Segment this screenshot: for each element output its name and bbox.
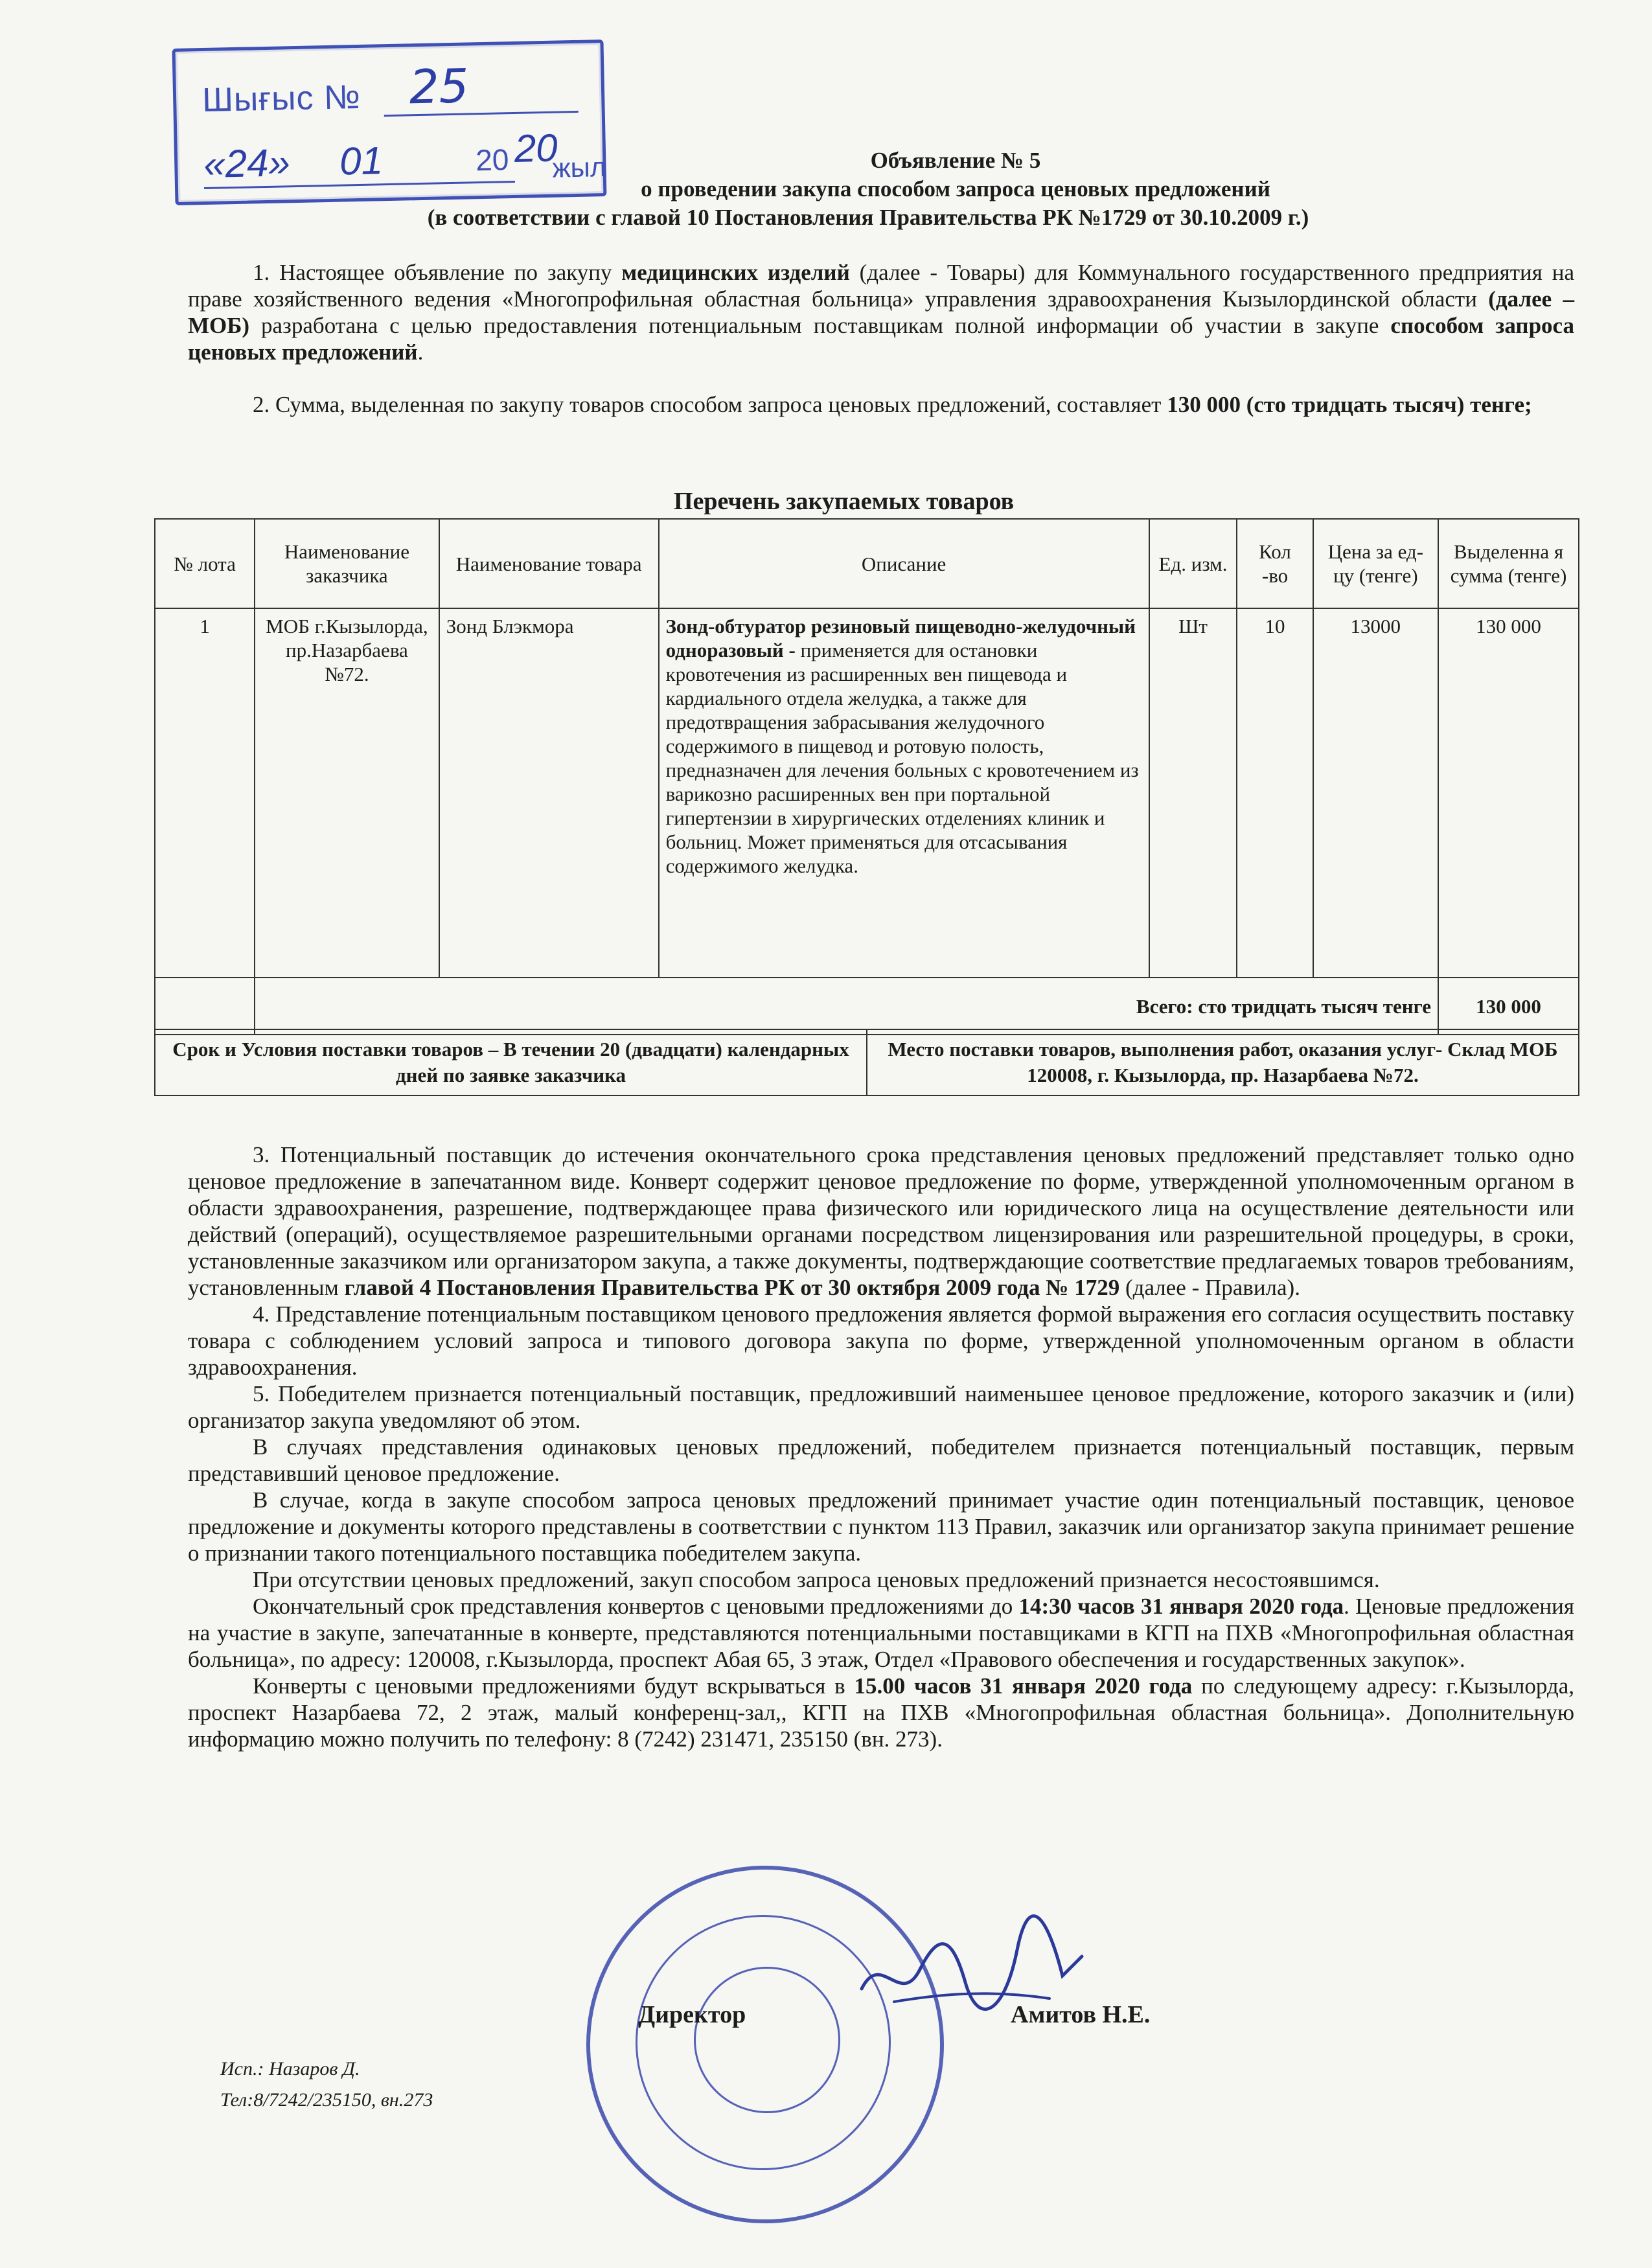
header-qty: Кол -во [1237, 519, 1313, 608]
cell-qty: 10 [1237, 608, 1313, 978]
p1-text-c: (далее - Товары) для Коммунального государственного предприятия на праве хозяйственного ведения «Многопрофильная областная больница» управления здравоохранения Кызылординской области [188, 260, 1575, 312]
table-total-row [155, 978, 1579, 1035]
total-label: Всего: сто тридцать тысяч тенге [255, 978, 1438, 1035]
header-sum: Выделенна я сумма (тенге) [1438, 519, 1579, 608]
p10-text-b: 15.00 часов 31 января 2020 года [854, 1673, 1193, 1699]
header-description: Описание [659, 519, 1149, 608]
p3-text-b: главой 4 Постановления Правительства РК от 30 октября 2009 года № 1729 [344, 1275, 1120, 1300]
paragraph-7: В случае, когда в закупе способом запроса ценовых предложений принимает участие один потенциальный поставщик, ценовое предложение и документы которого представлены в соответствии с пунктом 113 Правил, заказчик или организатор закупа принимает решение о признании такого потенциального поставщика победителем закупа. [188, 1487, 1574, 1566]
stamp-number: 25 [408, 58, 470, 115]
director-name: Амитов Н.Е. [1011, 2001, 1151, 2028]
p3-text-c: (далее - Правила). [1119, 1275, 1300, 1300]
p2-text-a: 2. Сумма, выделенная по закупу товаров способом запроса ценовых предложений, составляет [253, 392, 1167, 417]
stamp-year-prefix: 20 [475, 143, 509, 178]
cell-product: Зонд Блэкмора [439, 608, 659, 978]
title-line-2: о проведении закупа способом запроса ценовых предложений [641, 176, 1270, 201]
stamp-year-suffix: жыл [552, 152, 606, 183]
p1-text-g: . [417, 339, 424, 365]
p1-text-f: способом запроса ценовых предложений [188, 313, 1574, 365]
total-value: 130 000 [1438, 978, 1579, 1035]
stamp-day: «24» [203, 141, 291, 187]
executor-name: Исп.: Назаров Д. [220, 2058, 360, 2079]
delivery-terms: Срок и Условия поставки товаров – В течении 20 (двадцати) календарных дней по заявке заказчика [155, 1029, 867, 1095]
p10-text-c: по следующему адресу: г.Кызылорда, проспект Назарбаева 72, 2 этаж, малый конференц-зал,, КГП на ПХВ «Многопрофильная областная больница». Дополнительную информацию можно получить по телефону: 8 (7242) 231471, 235150 (вн. 273). [188, 1673, 1574, 1752]
title-line-3: (в соответствии с главой 10 Постановления Правительства РК №1729 от 30.10.2009 г.) [427, 205, 1309, 230]
body-section [188, 1141, 1574, 1752]
paragraph-8: При отсутствии ценовых предложений, закуп способом запроса ценовых предложений признается несостоявшимся. [253, 1567, 1380, 1592]
paragraph-1 [188, 259, 1574, 365]
total-empty-cell [155, 978, 255, 1035]
cell-customer: МОБ г.Кызылорда, пр.Назарбаева №72. [255, 608, 439, 978]
table-header-row [155, 519, 1579, 608]
cell-description [659, 608, 1149, 978]
document-title [259, 146, 1477, 232]
p2-text-b: 130 000 (сто тридцать тысяч) тенге; [1167, 392, 1532, 417]
header-lot: № лота [155, 519, 255, 608]
paragraph-4: 4. Представление потенциальным поставщиком ценового предложения является формой выражения его согласия осуществить поставку товара с соблюдением условий запроса и типового договора закупа по форме, утвержденной уполномоченным органом в области здравоохранения. [188, 1301, 1574, 1380]
paragraph-6: В случаях представления одинаковых ценовых предложений, победителем признается потенциальный поставщик, первым представивший ценовое предложение. [188, 1434, 1574, 1486]
header-customer: Наименование заказчика [255, 519, 439, 608]
stamp-month: 01 [339, 139, 384, 183]
paragraph-5: 5. Победителем признается потенциальный поставщик, предложивший наименьшее ценовое предложение, которого заказчик и (или) организатор закупа уведомляют об этом. [188, 1381, 1574, 1433]
description-rest: применяется для остановки кровотечения из расширенных вен пищевода и кардиального отдела желудка, а также для предотвращения забрасывания желудочного содержимого в пищевод и ротовую полость, предназначен для лечения больных с кровотечением из варикозно расширенных вен при портальной гипертензии в хирургических отделениях клиник и больниц. Может применяться для отсасывания содержимого желудка. [665, 639, 1139, 877]
p10-text-a: Конверты с ценовыми предложениями будут вскрываться в [253, 1673, 855, 1699]
p9-text-a: Окончательный срок представления конвертов с ценовыми предложениями до [253, 1594, 1019, 1619]
paragraph-2 [188, 391, 1574, 418]
cell-price: 13000 [1313, 608, 1438, 978]
header-product: Наименование товара [439, 519, 659, 608]
terms-table [154, 1029, 1579, 1096]
cell-unit: Шт [1149, 608, 1237, 978]
paragraph-3 [188, 1141, 1574, 1301]
cell-sum: 130 000 [1438, 608, 1579, 978]
paragraph-10 [188, 1673, 1574, 1752]
executor-info [220, 2054, 433, 2116]
stamp-label: Шығыс № [201, 78, 361, 120]
header-price: Цена за ед-цу (тенге) [1313, 519, 1438, 608]
p1-text-d: (далее – МОБ) [188, 286, 1574, 338]
cell-lot: 1 [155, 608, 255, 978]
p1-text-e: разработана с целью предоставления потенциальным поставщикам полной информации об участии в закупе [249, 313, 1391, 338]
p9-text-b: 14:30 часов 31 января 2020 года [1018, 1594, 1344, 1619]
header-unit: Ед. изм. [1149, 519, 1237, 608]
title-line-1: Объявление № 5 [870, 148, 1041, 173]
delivery-place: Место поставки товаров, выполнения работ, оказания услуг- Склад МОБ 120008, г. Кызылорда, пр. Назарбаева №72. [867, 1029, 1579, 1095]
items-table [154, 518, 1579, 1035]
executor-phone: Тел:8/7242/235150, вн.273 [220, 2089, 433, 2111]
table-title: Перечень закупаемых товаров [674, 488, 1015, 515]
stamp-year-handwritten: 20 [514, 126, 558, 170]
p1-text-b: медицинских изделий [621, 260, 850, 285]
p9-text-c: . Ценовые предложения на участие в закупе, запечатанные в конверте, представляются потенциальными поставщиками в КГП на ПХВ «Многопрофильная областная больница», по адресу: 120008, г.Кызылорда, проспект Абая 65, 3 этаж, Отдел «Правового обеспечения и государственных закупок». [188, 1594, 1574, 1672]
table-row [155, 608, 1579, 978]
description-bold: Зонд-обтуратор резиновый пищеводно-желудочный одноразовый - [665, 615, 1136, 661]
p1-text-a: 1. Настоящее объявление по закупу [253, 260, 622, 285]
seal-emblem [694, 1967, 840, 2113]
director-label: Директор [638, 2001, 746, 2028]
paragraph-9 [188, 1593, 1574, 1673]
p3-text-a: 3. Потенциальный поставщик до истечения окончательного срока представления ценовых предложений представляет только одно ценовое предложение в запечатанном виде. Конверт содержит ценовое предложение по форме, утвержденной уполномоченным органом в области здравоохранения, разрешение, подтверждающее права физического или юридического лица на осуществление деятельности или действий (операций), осуществляемое разрешительными органами посредством лицензирования или разрешительной процедуры, в сроки, установленные заказчиком или организатором закупа, а также документы, подтверждающие соответствие предлагаемых товаров требованиям, установленным [188, 1142, 1574, 1300]
